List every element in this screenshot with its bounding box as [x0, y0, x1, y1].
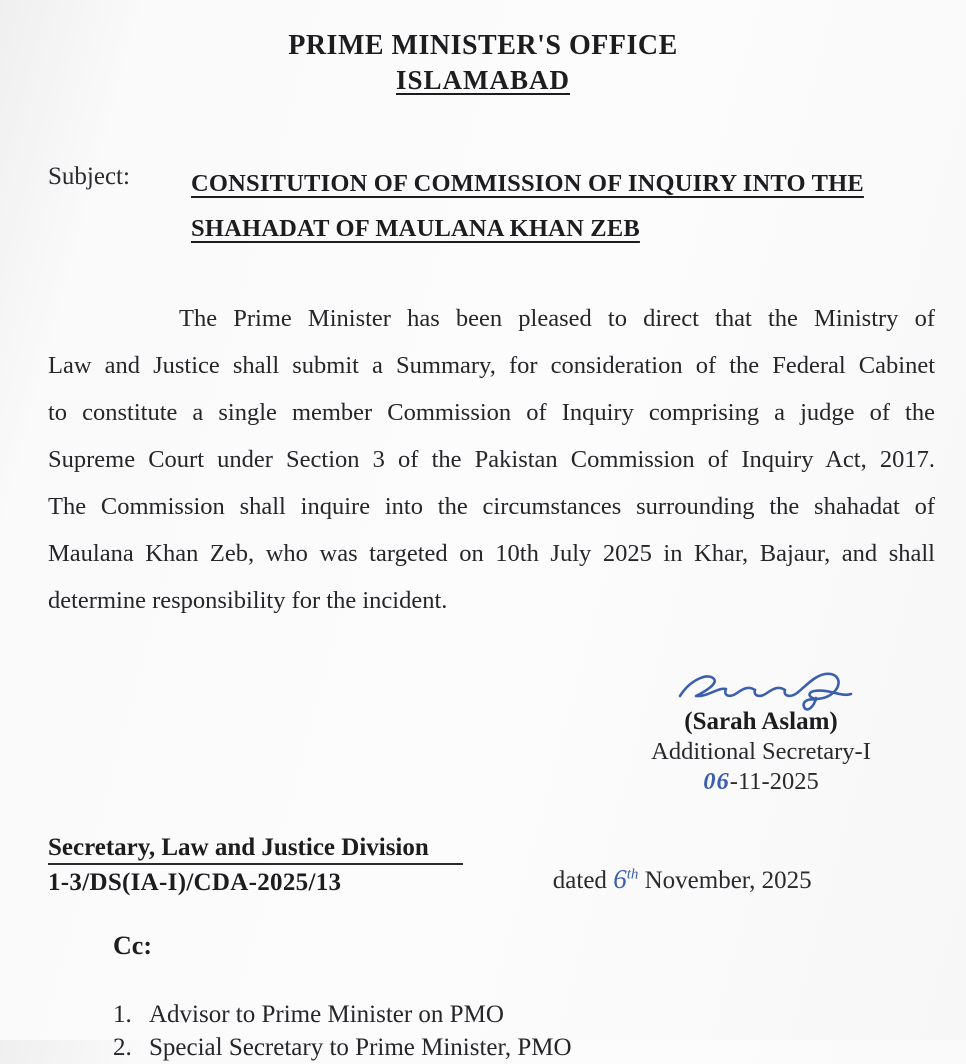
signature-date-typed: -11-2025 [729, 768, 819, 795]
dated-label: dated [552, 867, 607, 894]
body-line: Supreme Court under Section 3 of the Pakistan Commission of Inquiry Act, 2017. [48, 446, 935, 473]
letterhead [0, 30, 966, 96]
body-line: Maulana Khan Zeb, who was targeted on 10th July 2025 in Khar, Bajaur, and shall [48, 540, 935, 567]
letter-body [48, 295, 935, 624]
signature-date [611, 768, 911, 796]
signature-date-handwritten: 06 [703, 768, 730, 795]
body-line: The Prime Minister has been pleased to direct that the Ministry of [179, 305, 935, 332]
subject-label: Subject: [48, 163, 130, 190]
cc-block [113, 931, 966, 1064]
cc-item-text: Special Secretary to Prime Minister, PMO [149, 1034, 572, 1061]
dated-ordinal-handwritten: th [626, 866, 639, 883]
signatory-title: Additional Secretary-I [651, 738, 871, 765]
dated-rest: November, 2025 [644, 867, 812, 894]
dated-line [553, 864, 812, 897]
cc-item [113, 1031, 966, 1064]
subject-line-2: SHAHADAT OF MAULANA KHAN ZEB [191, 215, 640, 242]
subject-line-1: CONSITUTION OF COMMISSION OF INQUIRY INTO THE [191, 170, 864, 197]
body-line: The Commission shall inquire into the circumstances surrounding the shahadat of [48, 493, 935, 520]
body-line: Law and Justice shall submit a Summary, for consideration of the Federal Cabinet [48, 352, 935, 379]
file-reference-number: 1-3/DS(IA-I)/CDA-2025/13 [48, 869, 342, 896]
subject-text [191, 161, 864, 251]
letterhead-city: ISLAMABAD [395, 65, 571, 95]
dated-day-handwritten: 6 [613, 864, 627, 894]
body-line: to constitute a single member Commission of Inquiry comprising a judge of the [48, 399, 935, 426]
cc-list [113, 998, 966, 1064]
signatory-name: (Sarah Aslam) [684, 708, 838, 735]
cc-item-number: 2. [113, 1034, 132, 1061]
footer-reference-row [48, 834, 936, 897]
body-line: determine responsibility for the incident. [48, 587, 448, 614]
letterhead-office: PRIME MINISTER'S OFFICE [288, 30, 678, 61]
addressee: Secretary, Law and Justice Division [48, 834, 463, 865]
cc-item-number: 1. [113, 1001, 132, 1028]
subject-row [48, 161, 936, 251]
signature-block [611, 656, 911, 796]
cc-item [113, 998, 966, 1031]
addressee-block [48, 834, 463, 897]
cc-item-text: Advisor to Prime Minister on PMO [149, 1001, 504, 1028]
cc-label: Cc: [113, 931, 152, 960]
signature-scribble-icon [666, 656, 856, 714]
